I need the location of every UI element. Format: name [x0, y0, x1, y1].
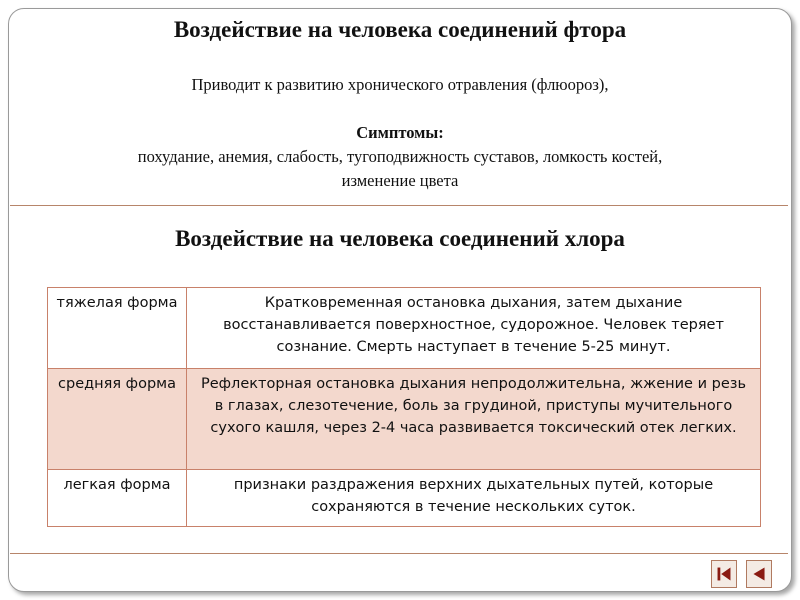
fluorine-title: Воздействие на человека соединений фтора [173, 17, 627, 42]
form-description: Рефлекторная остановка дыхания непродолжительна, жжение и резь в глазах, слезотечение, боль за грудиной, приступы мучительного сухого кашля, через 2-4 часа развивается токсический отек легких. [187, 369, 761, 470]
form-name: тяжелая форма [48, 288, 187, 369]
table-row [48, 369, 761, 470]
rewind-to-start-icon [712, 561, 736, 587]
fluorine-intro: Приводит к развитию хронического отравления (флюороз), [191, 75, 609, 94]
form-name: средняя форма [48, 369, 187, 470]
form-description: Кратковременная остановка дыхания, затем дыхание восстанавливается поверхностное, судорожное. Человек теряет сознание. Смерть наступает в течение 5-25 минут. [187, 288, 761, 369]
chlorine-title: Воздействие на человека соединений хлора [175, 226, 625, 251]
table-row [48, 288, 761, 369]
form-description: признаки раздражения верхних дыхательных путей, которые сохраняются в течение нескольких суток. [187, 470, 761, 527]
symptoms-heading: Симптомы: [356, 123, 444, 142]
chlorine-forms-table [47, 287, 761, 527]
table-row [48, 470, 761, 527]
footer-divider [10, 553, 788, 554]
symptoms-text: похудание, анемия, слабость, тугоподвижность суставов, ломкость костей, изменение цвета [137, 147, 663, 190]
form-name: легкая форма [48, 470, 187, 527]
section-divider [10, 205, 788, 206]
back-button[interactable] [746, 560, 772, 588]
previous-slide-button[interactable] [711, 560, 737, 588]
play-back-icon [747, 561, 771, 587]
